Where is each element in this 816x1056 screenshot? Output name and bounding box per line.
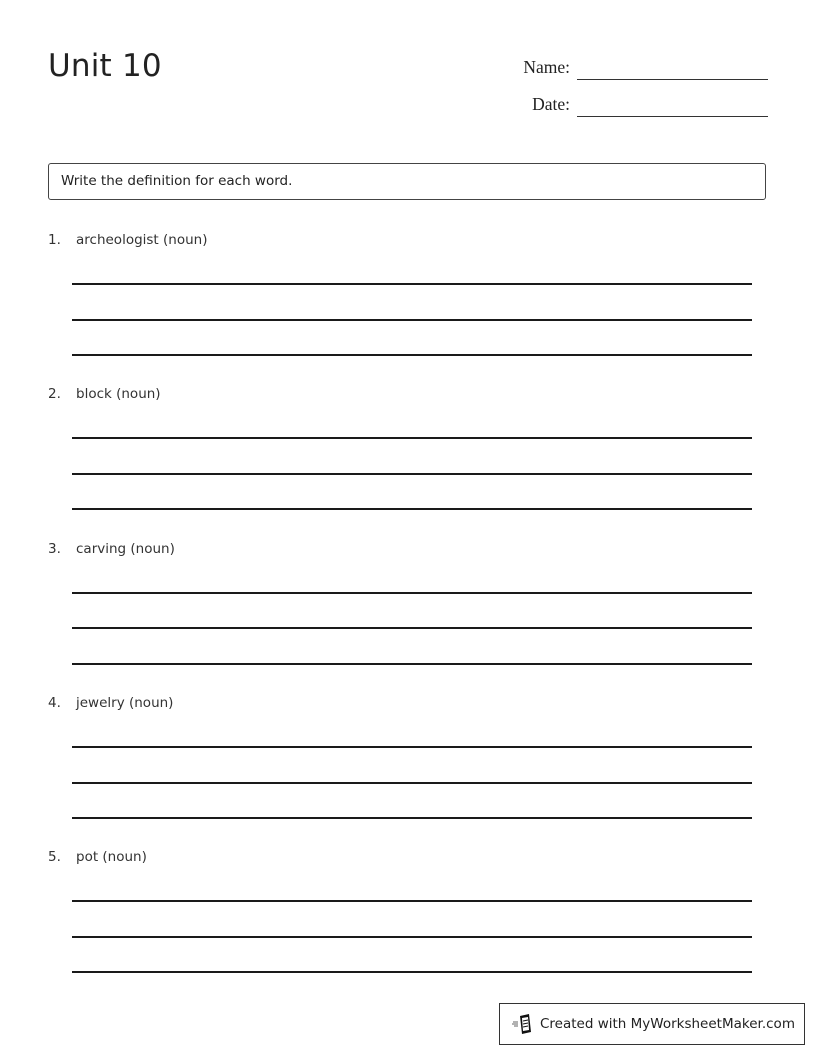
answer-line[interactable] [72, 782, 752, 784]
date-input-line[interactable] [577, 116, 768, 117]
question-item [48, 386, 768, 526]
question-number: 3. [48, 541, 61, 557]
page-title: Unit 10 [48, 48, 162, 84]
answer-line[interactable] [72, 592, 752, 594]
question-number: 1. [48, 232, 61, 248]
answer-line[interactable] [72, 283, 752, 285]
answer-line[interactable] [72, 971, 752, 973]
worksheet-logo-icon [512, 1013, 534, 1035]
question-item [48, 232, 768, 372]
name-label: Name: [523, 57, 570, 77]
answer-line[interactable] [72, 663, 752, 665]
footer-badge[interactable] [499, 1003, 805, 1045]
question-number: 4. [48, 695, 61, 711]
answer-line[interactable] [72, 900, 752, 902]
question-item [48, 695, 768, 835]
name-input-line[interactable] [577, 79, 768, 80]
question-word: archeologist (noun) [76, 232, 208, 248]
answer-line[interactable] [72, 437, 752, 439]
question-item [48, 849, 768, 989]
answer-line[interactable] [72, 627, 752, 629]
answer-line[interactable] [72, 473, 752, 475]
date-field [500, 87, 768, 117]
answer-line[interactable] [72, 936, 752, 938]
question-item [48, 541, 768, 681]
answer-line[interactable] [72, 746, 752, 748]
answer-line[interactable] [72, 354, 752, 356]
question-word: jewelry (noun) [76, 695, 174, 711]
instructions-box [48, 163, 766, 200]
question-number: 5. [48, 849, 61, 865]
question-word: pot (noun) [76, 849, 147, 865]
date-label: Date: [532, 94, 570, 114]
answer-line[interactable] [72, 817, 752, 819]
question-word: block (noun) [76, 386, 161, 402]
answer-line[interactable] [72, 319, 752, 321]
name-field [500, 50, 768, 80]
footer-text: Created with MyWorksheetMaker.com [540, 1016, 795, 1032]
question-word: carving (noun) [76, 541, 175, 557]
question-number: 2. [48, 386, 61, 402]
instructions-text: Write the definition for each word. [61, 173, 293, 189]
answer-line[interactable] [72, 508, 752, 510]
